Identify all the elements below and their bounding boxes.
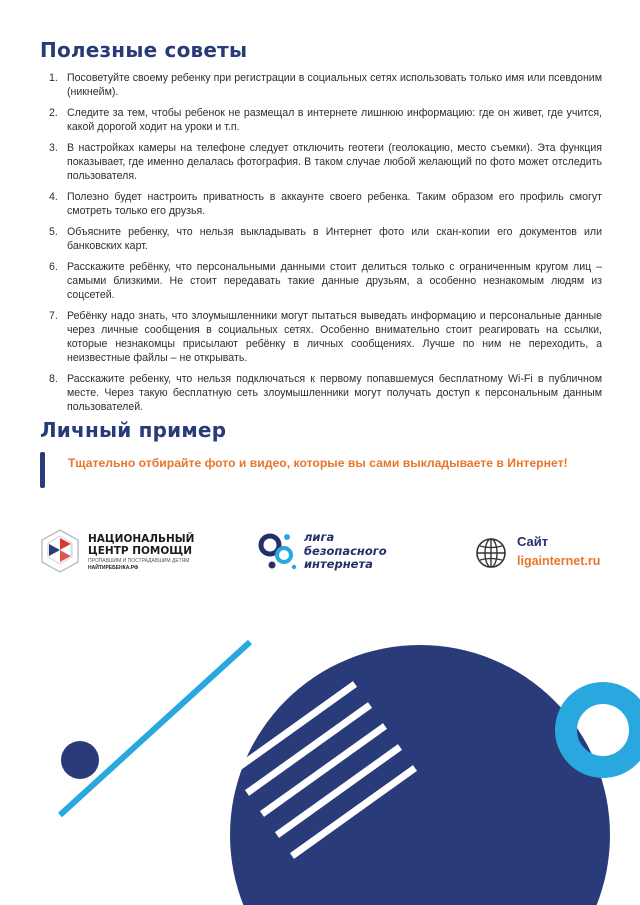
liga-logo — [258, 529, 398, 575]
item-text: Полезно будет настроить приватность в аккаунте своего ребенка. Таким образом его профиль смогут смотреть только его друзья. — [67, 191, 602, 217]
large-navy-circle — [230, 645, 610, 905]
ncp-logo — [38, 528, 195, 574]
item-text: Расскажите ребёнку, что персональными данными стоит делиться только с ограниченным кругом лиц – самыми близкими. Не стоит передавать такие данные друзьям, а особенно незнакомым людям из соцсетей. — [67, 261, 602, 301]
site-link[interactable]: ligainternet.ru — [517, 554, 601, 568]
item-number: 6. — [49, 261, 58, 273]
ncp-name-line2: ЦЕНТР ПОМОЩИ — [88, 545, 193, 557]
item-number: 3. — [49, 142, 58, 154]
site-block — [475, 534, 610, 574]
ncp-emblem-icon — [38, 528, 82, 574]
decorative-graphic — [0, 640, 640, 905]
ncp-domain: НАЙТИРЕБЕНКА.РФ — [88, 565, 139, 571]
liga-name-line3: интернета — [304, 557, 373, 571]
item-number: 1. — [49, 72, 58, 84]
liga-name-line1: лига — [304, 530, 335, 544]
item-number: 2. — [49, 107, 58, 119]
item-number: 4. — [49, 191, 58, 203]
liga-name-line2: безопасного — [304, 543, 387, 558]
ncp-name-line1: НАЦИОНАЛЬНЫЙ — [88, 533, 195, 545]
item-text: Следите за тем, чтобы ребенок не размещал в интернете лишнюю информацию: где он живет, где учится, какой дорогой ходит на уроки и т.п. — [67, 107, 602, 133]
item-text: В настройках камеры на телефоне следует отключить геотеги (геолокацию, место съемки). Эта функция показывает, где именно делалась фотография. В таком случае любой желающий по фото может отследить пользователя. — [67, 142, 602, 182]
item-number: 5. — [49, 226, 58, 238]
quote-accent-bar — [40, 452, 45, 488]
list-item — [40, 260, 602, 302]
list-item — [40, 309, 602, 365]
item-text: Ребёнку надо знать, что злоумышленники могут пытаться выведать информацию и персональные данные через личные сообщения в социальных сетях. Особенно внимательно стоит реагировать на ссылки, которые незнакомцы присылают ребёнку в личных сообщениях. Лучше по ним не переходить, а неизвестные файлы – не открывать. — [67, 310, 602, 364]
list-item — [40, 141, 602, 183]
item-text: Посоветуйте своему ребенку при регистрации в социальных сетях использовать только имя или псевдоним (никнейм). — [67, 72, 602, 98]
blue-diagonal-line — [60, 642, 250, 815]
item-number: 7. — [49, 310, 58, 322]
list-item — [40, 71, 602, 99]
list-item — [40, 190, 602, 218]
tips-heading: Полезные советы — [40, 38, 248, 62]
ncp-tagline: ПРОПАВШИМ И ПОСТРАДАВШИМ ДЕТЯМ — [88, 558, 190, 564]
list-item — [40, 225, 602, 253]
globe-icon — [475, 537, 507, 569]
small-navy-dot — [61, 741, 99, 779]
liga-circles-icon — [258, 529, 302, 575]
example-quote: Тщательно отбирайте фото и видео, которые вы сами выкладываете в Интернет! — [68, 456, 568, 470]
item-text: Расскажите ребенку, что нельзя подключаться к первому попавшемуся бесплатному Wi-Fi в публичном месте. Через такую бесплатную сеть злоумышленники могут получать доступ к персональным данным пользователей. — [67, 373, 602, 413]
list-item — [40, 106, 602, 134]
example-heading: Личный пример — [40, 418, 227, 442]
item-text: Объясните ребенку, что нельзя выкладывать в Интернет фото или скан-копии его документов или банковских карт. — [67, 226, 602, 252]
item-number: 8. — [49, 373, 58, 385]
site-label: Сайт — [517, 534, 549, 549]
list-item — [40, 372, 602, 414]
tips-list — [40, 71, 602, 421]
